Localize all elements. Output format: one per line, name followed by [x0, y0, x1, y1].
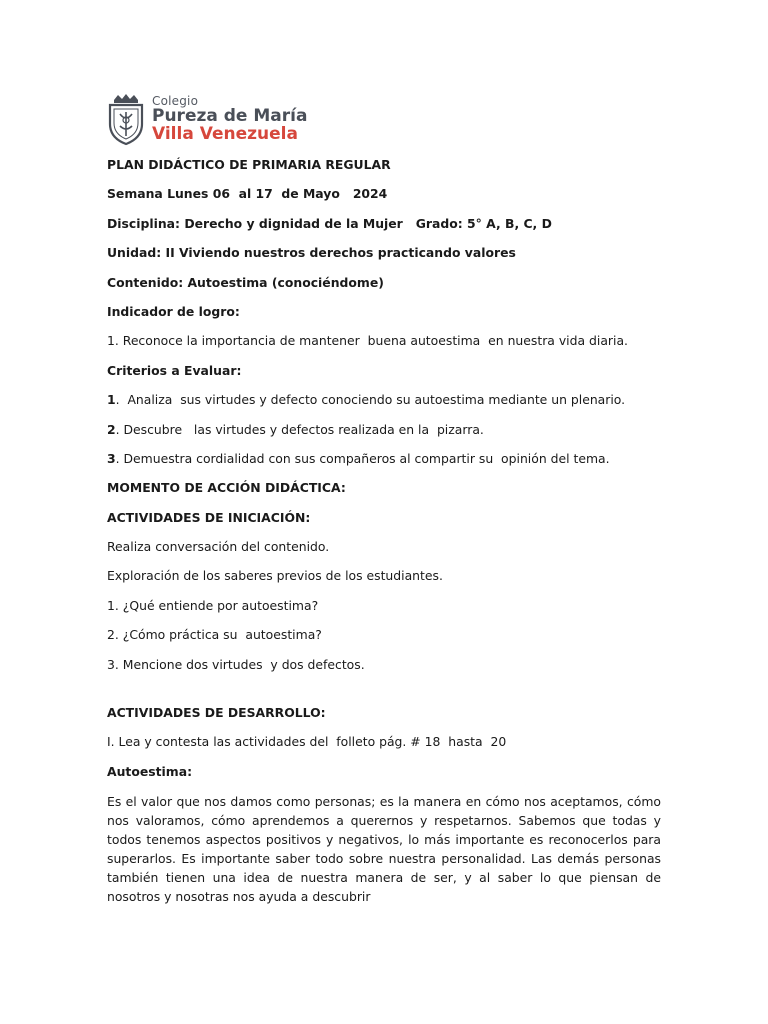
criteria-heading: Criterios a Evaluar: — [107, 362, 242, 378]
logo-colegio: Colegio — [152, 94, 199, 108]
criteria-number: 2 — [107, 421, 116, 437]
initiation-item: Exploración de los saberes previos de los estudiantes. — [107, 568, 443, 584]
discipline-line: Disciplina: Derecho y dignidad de la Mujer Grado: 5° A, B, C, D — [107, 215, 552, 231]
initiation-heading: ACTIVIDADES DE INICIACIÓN: — [107, 509, 311, 525]
indicator-heading: Indicador de logro: — [107, 303, 240, 319]
initiation-item: Realiza conversación del contenido. — [107, 539, 330, 555]
criteria-item — [107, 421, 661, 439]
criteria-item — [107, 450, 661, 468]
question-item: 1. ¿Qué entiende por autoestima? — [107, 597, 319, 613]
criteria-text: . Descubre las virtudes y defectos realizada en la pizarra. — [115, 421, 484, 437]
logo-school-name: Pureza de María — [152, 106, 308, 126]
criteria-number: 1 — [107, 392, 116, 408]
week-line: Semana Lunes 06 al 17 de Mayo 2024 — [107, 186, 388, 202]
question-item: 3. Mencione dos virtudes y dos defectos. — [107, 656, 365, 672]
logo-campus-name: Villa Venezuela — [152, 124, 298, 144]
criteria-text: . Analiza sus virtudes y defecto conociendo su autoestima mediante un plenario. — [115, 392, 626, 408]
criteria-item — [107, 391, 661, 409]
content-line: Contenido: Autoestima (conociéndome) — [107, 274, 384, 290]
question-item: 2. ¿Cómo práctica su autoestima? — [107, 627, 322, 643]
criteria-text: . Demuestra cordialidad con sus compañeros al compartir su opinión del tema. — [115, 450, 610, 466]
document-body — [107, 156, 661, 906]
development-item: I. Lea y contesta las actividades del folleto pág. # 18 hasta 20 — [107, 734, 507, 750]
indicator-item: 1. Reconoce la importancia de mantener buena autoestima en nuestra vida diaria. — [107, 333, 628, 349]
school-logo — [106, 92, 307, 146]
didactic-moment-heading: MOMENTO DE ACCIÓN DIDÁCTICA: — [107, 480, 346, 496]
self-esteem-heading: Autoestima: — [107, 763, 193, 779]
unit-line: Unidad: II Viviendo nuestros derechos practicando valores — [107, 245, 516, 261]
crest-icon — [106, 92, 146, 146]
development-heading: ACTIVIDADES DE DESARROLLO: — [107, 705, 326, 721]
self-esteem-paragraph: Es el valor que nos damos como personas; es la manera en cómo nos aceptamos, cómo nos valoramos, cómo aprendemos a querernos y respetarnos. Sabemos que todas y todos tenemos aspectos positivos y negativos, lo más importante es reconocerlos para superarlos. Es importante saber todo sobre nuestra personalidad. Las demás personas también tienen una idea de nuestra manera de ser, y al saber lo que piensan de nosotros y nosotras nos ayuda a descubrir — [107, 794, 661, 905]
spacer — [107, 685, 661, 704]
criteria-number: 3 — [107, 450, 116, 466]
plan-title: PLAN DIDÁCTICO DE PRIMARIA REGULAR — [107, 157, 391, 172]
